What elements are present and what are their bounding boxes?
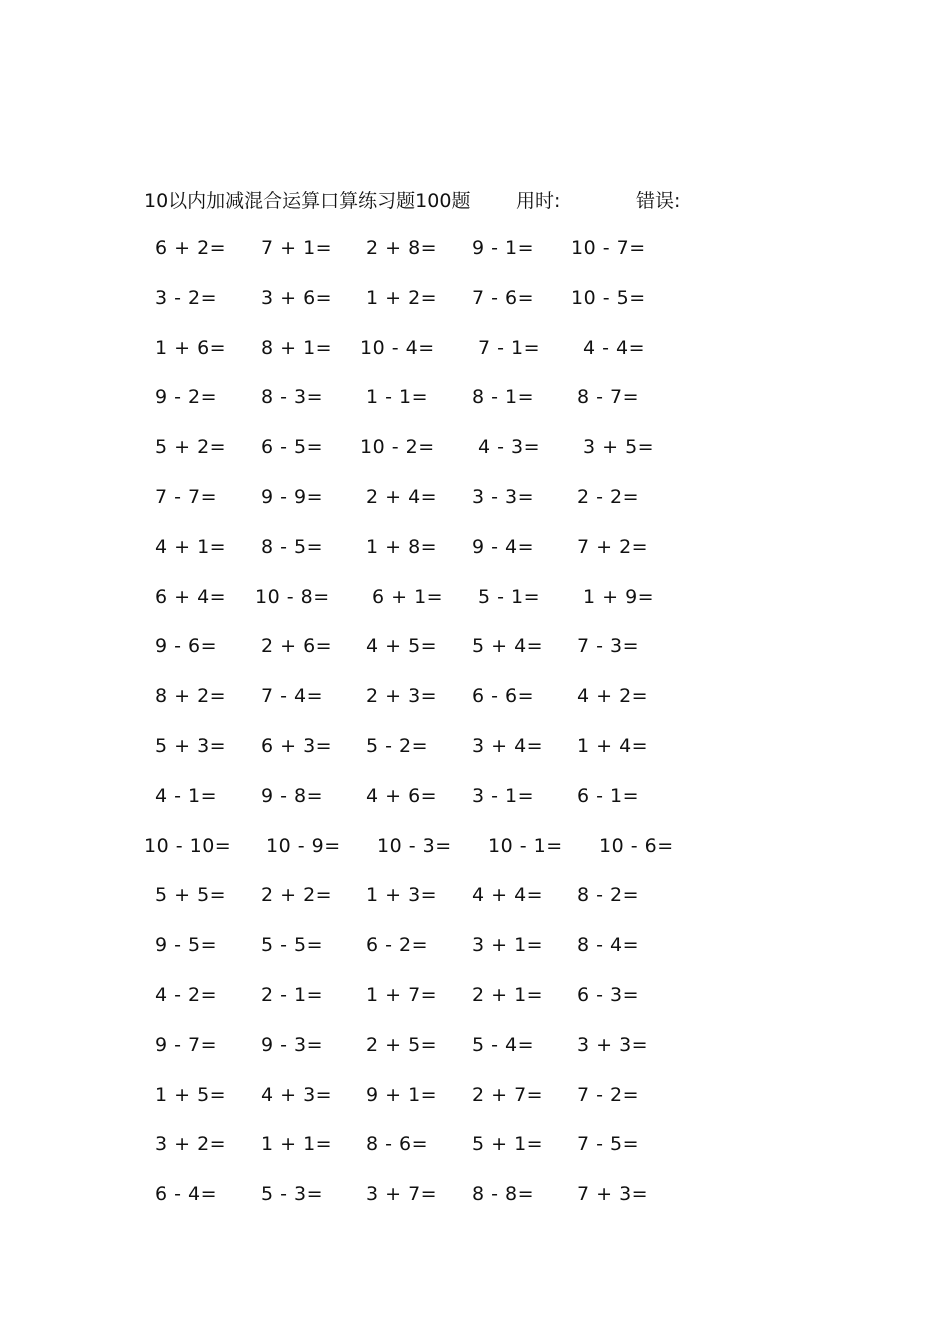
problem-item: 5 - 1= bbox=[478, 585, 541, 608]
problem-item: 2 - 2= bbox=[577, 485, 640, 508]
problem-item: 2 + 6= bbox=[261, 635, 333, 658]
problem-item: 1 + 4= bbox=[577, 734, 649, 757]
problem-item: 7 + 1= bbox=[261, 237, 333, 259]
problem-row bbox=[0, 880, 950, 930]
problem-item: 2 + 5= bbox=[366, 1033, 438, 1056]
problem-item: 9 - 5= bbox=[155, 934, 218, 957]
problem-item: 7 - 5= bbox=[577, 1133, 640, 1156]
problem-item: 4 - 3= bbox=[478, 436, 541, 459]
problem-item: 2 + 2= bbox=[261, 884, 333, 907]
problem-item: 3 + 1= bbox=[472, 934, 544, 957]
problem-item: 4 + 2= bbox=[577, 685, 649, 708]
problem-item: 4 - 4= bbox=[583, 336, 646, 359]
problem-item: 8 - 4= bbox=[577, 934, 640, 957]
problem-grid bbox=[0, 233, 950, 1229]
problem-item: 10 - 2= bbox=[360, 436, 435, 459]
problem-item: 5 - 3= bbox=[261, 1183, 324, 1206]
problem-item: 5 - 2= bbox=[366, 734, 429, 757]
problem-item: 3 + 7= bbox=[366, 1183, 438, 1206]
problem-row bbox=[0, 233, 950, 283]
problem-row bbox=[0, 1129, 950, 1179]
problem-item: 2 + 3= bbox=[366, 685, 438, 708]
problem-row bbox=[0, 930, 950, 980]
problem-row bbox=[0, 582, 950, 632]
problem-row bbox=[0, 631, 950, 681]
problem-item: 6 - 5= bbox=[261, 436, 324, 459]
problem-item: 8 - 7= bbox=[577, 386, 640, 409]
problem-item: 7 - 4= bbox=[261, 685, 324, 708]
problem-item: 9 + 1= bbox=[366, 1083, 438, 1106]
problem-row bbox=[0, 781, 950, 831]
problem-item: 3 - 3= bbox=[472, 485, 535, 508]
problem-item: 1 + 8= bbox=[366, 535, 438, 558]
problem-item: 3 + 5= bbox=[583, 436, 655, 459]
problem-item: 10 - 6= bbox=[599, 834, 674, 857]
problem-item: 6 - 6= bbox=[472, 685, 535, 708]
problem-item: 3 - 1= bbox=[472, 784, 535, 807]
problem-item: 5 + 5= bbox=[155, 884, 227, 907]
problem-item: 9 - 4= bbox=[472, 535, 535, 558]
problem-row bbox=[0, 1030, 950, 1080]
problem-item: 2 + 7= bbox=[472, 1083, 544, 1106]
problem-item: 6 + 1= bbox=[372, 585, 444, 608]
problem-item: 6 - 2= bbox=[366, 934, 429, 957]
problem-item: 10 - 1= bbox=[488, 834, 563, 857]
problem-item: 9 - 8= bbox=[261, 784, 324, 807]
problem-item: 7 - 7= bbox=[155, 485, 218, 508]
problem-item: 8 - 3= bbox=[261, 386, 324, 409]
problem-item: 4 + 3= bbox=[261, 1083, 333, 1106]
problem-row bbox=[0, 333, 950, 383]
problem-item: 1 + 9= bbox=[583, 585, 655, 608]
problem-item: 4 - 2= bbox=[155, 983, 218, 1006]
problem-item: 4 + 5= bbox=[366, 635, 438, 658]
problem-item: 7 + 3= bbox=[577, 1183, 649, 1206]
problem-row bbox=[0, 432, 950, 482]
problem-item: 8 + 1= bbox=[261, 336, 333, 359]
problem-item: 5 - 5= bbox=[261, 934, 324, 957]
worksheet-header bbox=[144, 186, 844, 216]
problem-item: 3 + 2= bbox=[155, 1133, 227, 1156]
problem-item: 6 + 2= bbox=[155, 237, 227, 259]
problem-row bbox=[0, 382, 950, 432]
problem-item: 9 - 9= bbox=[261, 485, 324, 508]
problem-item: 4 - 1= bbox=[155, 784, 218, 807]
problem-item: 8 - 5= bbox=[261, 535, 324, 558]
problem-item: 8 - 1= bbox=[472, 386, 535, 409]
problem-row bbox=[0, 731, 950, 781]
worksheet-title: 10以内加减混合运算口算练习题100题 bbox=[144, 190, 471, 212]
problem-item: 3 + 6= bbox=[261, 286, 333, 309]
error-count-label: 错误: bbox=[636, 190, 681, 212]
problem-item: 3 - 2= bbox=[155, 286, 218, 309]
problem-item: 1 + 2= bbox=[366, 286, 438, 309]
problem-item: 6 + 4= bbox=[155, 585, 227, 608]
problem-item: 7 + 2= bbox=[577, 535, 649, 558]
problem-item: 10 - 7= bbox=[571, 237, 646, 259]
problem-row bbox=[0, 681, 950, 731]
problem-item: 1 + 3= bbox=[366, 884, 438, 907]
problem-item: 6 + 3= bbox=[261, 734, 333, 757]
problem-item: 7 - 3= bbox=[577, 635, 640, 658]
problem-row bbox=[0, 831, 950, 881]
problem-item: 1 + 6= bbox=[155, 336, 227, 359]
problem-item: 10 - 4= bbox=[360, 336, 435, 359]
problem-item: 2 + 1= bbox=[472, 983, 544, 1006]
problem-item: 2 - 1= bbox=[261, 983, 324, 1006]
problem-item: 7 - 2= bbox=[577, 1083, 640, 1106]
problem-item: 4 + 4= bbox=[472, 884, 544, 907]
problem-item: 1 + 5= bbox=[155, 1083, 227, 1106]
problem-item: 6 - 1= bbox=[577, 784, 640, 807]
problem-row bbox=[0, 1179, 950, 1229]
problem-item: 10 - 8= bbox=[255, 585, 330, 608]
problem-item: 9 - 3= bbox=[261, 1033, 324, 1056]
problem-item: 8 - 8= bbox=[472, 1183, 535, 1206]
problem-item: 8 - 6= bbox=[366, 1133, 429, 1156]
problem-item: 5 + 1= bbox=[472, 1133, 544, 1156]
problem-item: 3 + 4= bbox=[472, 734, 544, 757]
problem-item: 7 - 1= bbox=[478, 336, 541, 359]
problem-item: 10 - 5= bbox=[571, 286, 646, 309]
problem-item: 3 + 3= bbox=[577, 1033, 649, 1056]
problem-item: 4 + 1= bbox=[155, 535, 227, 558]
problem-item: 5 - 4= bbox=[472, 1033, 535, 1056]
problem-item: 7 - 6= bbox=[472, 286, 535, 309]
problem-item: 1 + 7= bbox=[366, 983, 438, 1006]
problem-row bbox=[0, 482, 950, 532]
problem-row bbox=[0, 980, 950, 1030]
problem-item: 1 + 1= bbox=[261, 1133, 333, 1156]
problem-item: 10 - 10= bbox=[144, 834, 232, 857]
problem-item: 4 + 6= bbox=[366, 784, 438, 807]
problem-item: 8 - 2= bbox=[577, 884, 640, 907]
problem-row bbox=[0, 532, 950, 582]
problem-item: 6 - 4= bbox=[155, 1183, 218, 1206]
problem-item: 9 - 6= bbox=[155, 635, 218, 658]
time-used-label: 用时: bbox=[516, 190, 561, 212]
problem-item: 10 - 3= bbox=[377, 834, 452, 857]
problem-item: 6 - 3= bbox=[577, 983, 640, 1006]
problem-row bbox=[0, 1080, 950, 1130]
problem-item: 8 + 2= bbox=[155, 685, 227, 708]
problem-item: 2 + 8= bbox=[366, 237, 438, 259]
problem-item: 10 - 9= bbox=[266, 834, 341, 857]
problem-item: 5 + 4= bbox=[472, 635, 544, 658]
problem-item: 9 - 2= bbox=[155, 386, 218, 409]
problem-item: 1 - 1= bbox=[366, 386, 429, 409]
problem-item: 9 - 7= bbox=[155, 1033, 218, 1056]
problem-item: 2 + 4= bbox=[366, 485, 438, 508]
problem-item: 5 + 2= bbox=[155, 436, 227, 459]
problem-row bbox=[0, 283, 950, 333]
problem-item: 5 + 3= bbox=[155, 734, 227, 757]
problem-item: 9 - 1= bbox=[472, 237, 535, 259]
